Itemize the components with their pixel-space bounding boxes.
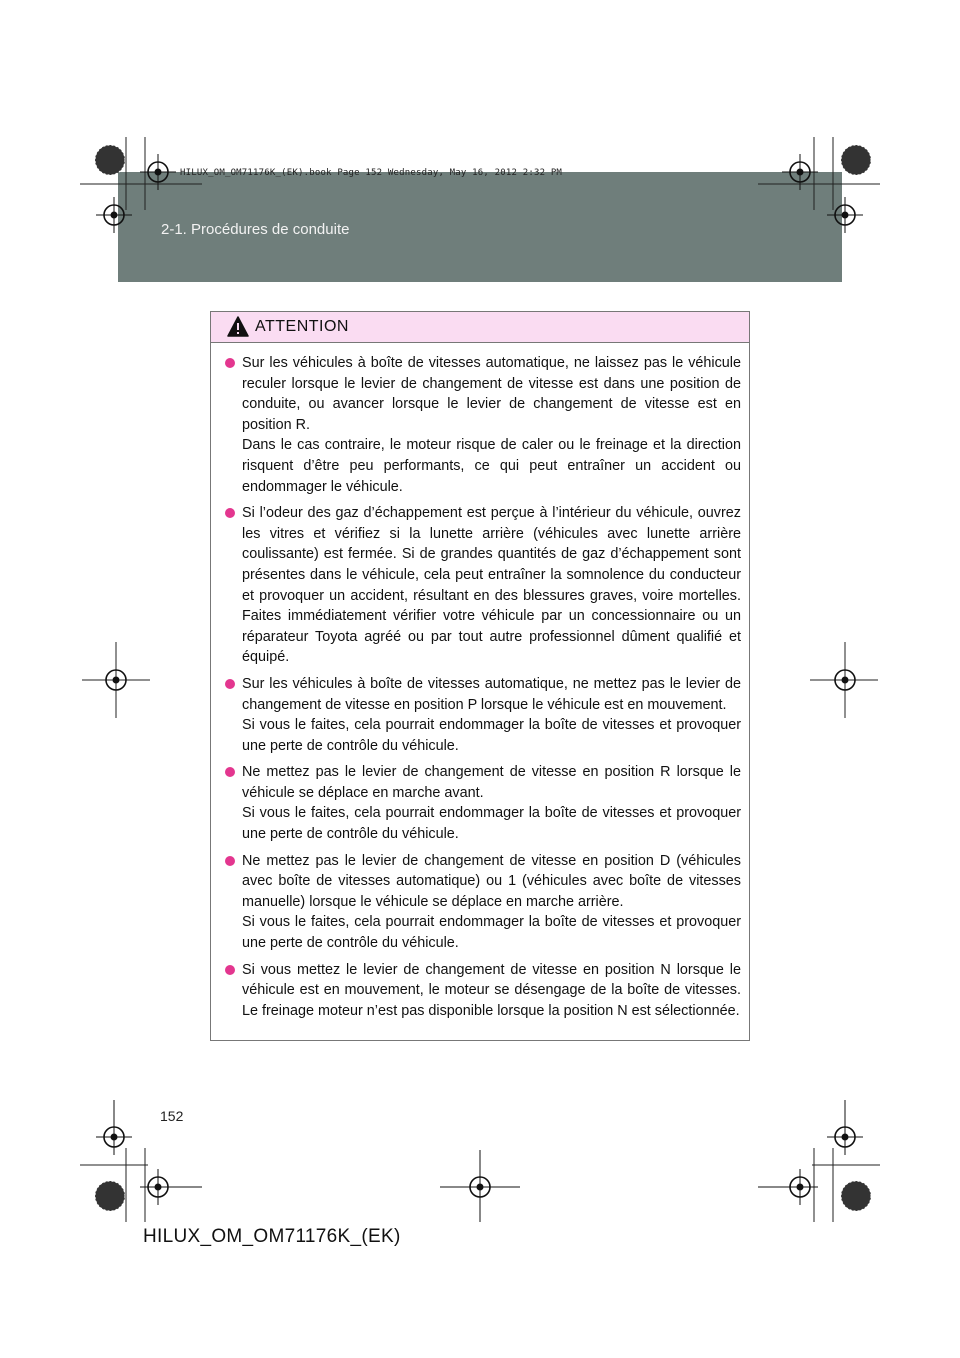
warning-item	[225, 851, 741, 954]
warning-header	[211, 312, 749, 343]
bullet-icon	[225, 965, 235, 975]
bullet-icon	[225, 508, 235, 518]
bullet-icon	[225, 767, 235, 777]
warning-paragraph: Dans le cas contraire, le moteur risque de caler ou le freinage et la direction risquent d’être peu performants, ce qui peut entraîner un accident ou endommager le véhicule.	[242, 437, 741, 495]
bullet-icon	[225, 358, 235, 368]
warning-paragraph: Si vous le faites, cela pourrait endommager la boîte de vitesses et provoquer une perte de contrôle du véhicule.	[242, 717, 741, 754]
bullet-icon	[225, 679, 235, 689]
warning-list	[211, 343, 749, 1021]
warning-title: ATTENTION	[255, 318, 349, 335]
warning-paragraph: Ne mettez pas le levier de changement de vitesse en position D (véhicules avec boîte de vitesses automatique) ou 1 (véhicules avec boîte de vitesses manuelle) lorsque le véhicule se déplace en marche arrière.	[242, 852, 741, 910]
warning-item	[225, 960, 741, 1022]
warning-box	[210, 311, 750, 1041]
warning-triangle-icon	[227, 316, 249, 338]
warning-paragraph: Sur les véhicules à boîte de vitesses automatique, ne mettez pas le levier de changement de vitesse en position P lorsque le véhicule est en mouvement.	[242, 675, 741, 713]
section-title: 2-1. Procédures de conduite	[161, 221, 350, 238]
warning-paragraph: Ne mettez pas le levier de changement de vitesse en position R lorsque le véhicule se déplace en marche avant.	[242, 764, 741, 801]
page-number: 152	[160, 1108, 184, 1124]
document-code: HILUX_OM_OM71176K_(EK)	[143, 1226, 401, 1247]
warning-paragraph: Si vous le faites, cela pourrait endommager la boîte de vitesses et provoquer une perte de contrôle du véhicule.	[242, 914, 741, 952]
warning-paragraph: Si l’odeur des gaz d’échappement est perçue à l’intérieur du véhicule, ouvrez les vitres et vérifiez si la lunette arrière (véhicules avec lunette arrière coulissante) est fermée. Si de grandes quantités de gaz d’échappement sont présentes dans le véhicule, cela peut entraîner la somnolence du conducteur et provoquer un accident, résultant en des blessures graves, voire mortelles. Faites immédiatement vérifier votre véhicule par un concessionnaire ou un réparateur Toyota agréé ou par tout autre professionnel dûment qualifié et équipé.	[242, 505, 741, 666]
warning-paragraph: Si vous le faites, cela pourrait endommager la boîte de vitesses et provoquer une perte de contrôle du véhicule.	[242, 805, 741, 843]
warning-item	[225, 762, 741, 844]
warning-item	[225, 674, 741, 756]
warning-item	[225, 503, 741, 668]
warning-item	[225, 353, 741, 497]
file-stamp: HILUX_OM_OM71176K_(EK).book Page 152 Wednesday, May 16, 2012 2:32 PM	[180, 168, 563, 178]
warning-paragraph: Si vous mettez le levier de changement de vitesse en position N lorsque le véhicule est en mouvement, le moteur se désengage de la boîte de vitesses. Le freinage moteur n’est pas disponible lorsque la position N est sélectionnée.	[242, 961, 741, 1019]
warning-paragraph: Sur les véhicules à boîte de vitesses automatique, ne laissez pas le véhicule reculer lorsque le levier de changement de vitesse est dans une position de conduite, ou avancer lorsque le levier de changement de vitesse est en position R.	[242, 355, 741, 433]
bullet-icon	[225, 856, 235, 866]
